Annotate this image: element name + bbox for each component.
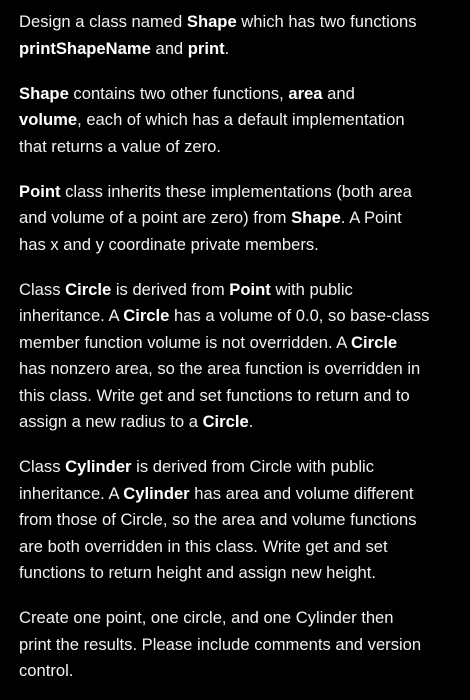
text-span: with public bbox=[270, 279, 353, 299]
bold-term: volume bbox=[19, 110, 78, 129]
text-span: . A Point bbox=[340, 208, 402, 227]
text-span: inheritance. A bbox=[19, 483, 124, 503]
text-line bbox=[19, 232, 455, 259]
text-line bbox=[19, 534, 455, 561]
text-span: from those of Circle, so the area and volume functions bbox=[19, 510, 417, 529]
text-span: class inherits these implementations (both area bbox=[60, 181, 412, 201]
text-line bbox=[19, 658, 455, 685]
text-line bbox=[19, 454, 455, 481]
text-line bbox=[19, 330, 455, 357]
text-span: functions to return height and assign new height. bbox=[19, 563, 377, 582]
text-line bbox=[19, 605, 455, 632]
paragraph-point-class bbox=[19, 179, 455, 259]
text-line bbox=[19, 277, 455, 304]
text-span: has x and y coordinate private members. bbox=[19, 234, 319, 254]
text-line bbox=[19, 560, 455, 587]
paragraph-instructions bbox=[19, 605, 455, 685]
paragraph-circle-class bbox=[19, 277, 455, 436]
bold-term: Cylinder bbox=[65, 457, 132, 476]
text-span: this class. Write get and set functions to return and to bbox=[19, 385, 410, 405]
text-line bbox=[19, 481, 455, 508]
text-line bbox=[19, 134, 455, 161]
paragraph-shape-class bbox=[19, 9, 455, 62]
document-body bbox=[19, 9, 455, 685]
text-span: are both overridden in this class. Write get and set bbox=[19, 536, 388, 556]
bold-term: Shape bbox=[186, 12, 237, 31]
bold-term: Shape bbox=[291, 208, 341, 227]
text-line bbox=[19, 356, 455, 383]
text-span: member function volume is not overridden. A bbox=[19, 332, 352, 352]
text-line bbox=[19, 507, 455, 534]
paragraph-cylinder-class bbox=[19, 454, 455, 587]
paragraph-shape-functions bbox=[19, 81, 455, 161]
text-line bbox=[19, 383, 455, 410]
text-span: , each of which has a default implementation bbox=[77, 110, 405, 129]
text-span: is derived from Circle with public bbox=[131, 457, 375, 476]
text-line bbox=[19, 9, 455, 36]
text-span: and bbox=[150, 38, 188, 58]
text-line bbox=[19, 632, 455, 659]
text-span: . bbox=[224, 38, 230, 58]
text-span: and bbox=[322, 83, 355, 103]
bold-term: area bbox=[288, 83, 323, 103]
text-span: has a volume of 0.0, so base-class bbox=[169, 306, 430, 325]
text-span: has area and volume different bbox=[189, 483, 414, 503]
text-span: contains two other functions, bbox=[68, 83, 289, 103]
bold-term: printShapeName bbox=[19, 38, 151, 58]
text-span: control. bbox=[19, 661, 74, 680]
text-span: which has two functions bbox=[236, 12, 417, 31]
bold-term: print bbox=[187, 38, 225, 58]
text-span: . bbox=[248, 412, 254, 431]
bold-term: Shape bbox=[19, 83, 69, 103]
bold-term: Circle bbox=[351, 332, 398, 352]
text-line bbox=[19, 205, 455, 232]
text-span: is derived from bbox=[111, 279, 230, 299]
text-span: print the results. Please include comments and version bbox=[19, 634, 422, 654]
text-line bbox=[19, 303, 455, 330]
bold-term: Point bbox=[229, 279, 271, 299]
text-span: Create one point, one circle, and one Cylinder then bbox=[19, 608, 394, 627]
bold-term: Circle bbox=[123, 306, 170, 325]
bold-term: Circle bbox=[202, 412, 249, 431]
text-span: Design a class named bbox=[19, 12, 187, 31]
text-span: Class bbox=[19, 279, 66, 299]
text-span: that returns a value of zero. bbox=[19, 136, 222, 156]
bold-term: Point bbox=[19, 181, 61, 201]
text-line bbox=[19, 81, 455, 108]
text-span: and volume of a point are zero) from bbox=[19, 208, 292, 227]
text-line bbox=[19, 179, 455, 206]
bold-term: Cylinder bbox=[123, 483, 190, 503]
bold-term: Circle bbox=[65, 279, 112, 299]
text-span: inheritance. A bbox=[19, 306, 124, 325]
text-line bbox=[19, 36, 455, 63]
text-line bbox=[19, 409, 455, 436]
text-span: assign a new radius to a bbox=[19, 412, 203, 431]
text-line bbox=[19, 107, 455, 134]
text-span: has nonzero area, so the area function is overridden in bbox=[19, 359, 421, 378]
text-span: Class bbox=[19, 457, 66, 476]
